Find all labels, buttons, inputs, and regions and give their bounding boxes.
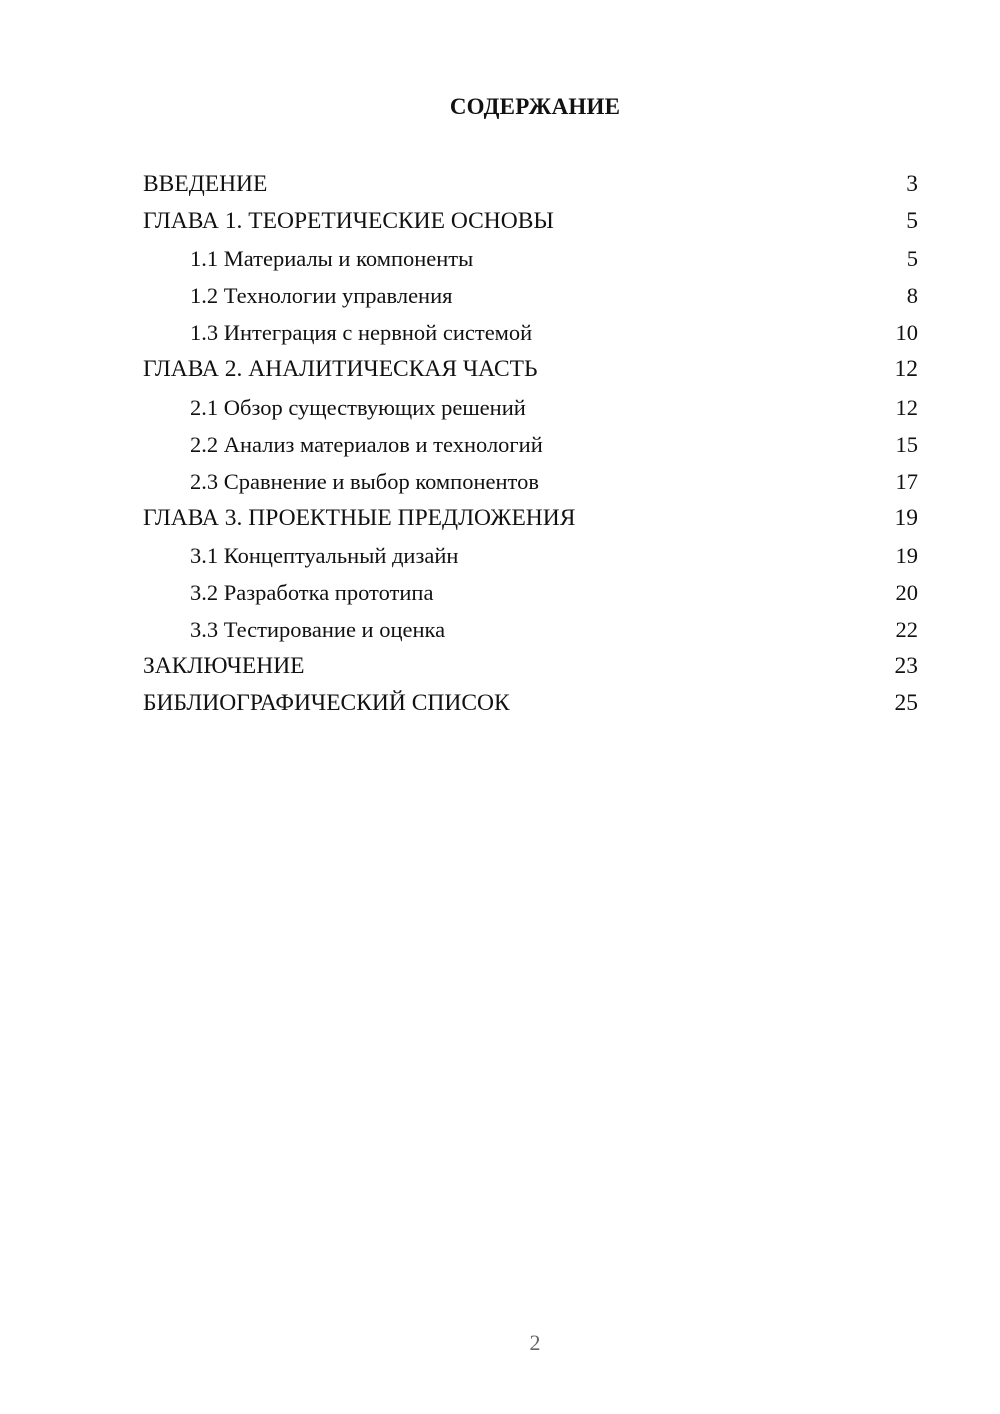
table-of-contents <box>143 166 918 722</box>
toc-entry-page: 10 <box>895 320 918 346</box>
toc-entry-page: 5 <box>906 246 918 272</box>
toc-entry-section-2-3[interactable] <box>143 463 918 500</box>
toc-entry-conclusion[interactable] <box>143 648 918 685</box>
toc-entry-label: 3.1 Концептуальный дизайн <box>190 542 459 568</box>
toc-entry-label: 3.2 Разработка прототипа <box>190 580 434 606</box>
toc-entry-label: 3.3 Тестирование и оценка <box>190 617 446 643</box>
toc-entry-page: 15 <box>895 431 918 457</box>
toc-entry-chapter-1[interactable] <box>143 203 918 240</box>
toc-entry-page: 17 <box>895 468 918 494</box>
toc-entry-label: 2.1 Обзор существующих решений <box>190 394 526 420</box>
toc-entry-page: 23 <box>894 653 918 680</box>
toc-entry-page: 8 <box>906 283 918 309</box>
toc-entry-section-3-2[interactable] <box>143 574 918 611</box>
toc-entry-page: 25 <box>894 690 918 717</box>
toc-entry-page: 5 <box>906 208 918 235</box>
toc-entry-label: 1.1 Материалы и компоненты <box>190 246 474 272</box>
toc-entry-section-2-1[interactable] <box>143 389 918 426</box>
toc-entry-label: 2.2 Анализ материалов и технологий <box>190 431 543 457</box>
toc-entry-page: 22 <box>895 617 918 643</box>
toc-entry-section-1-3[interactable] <box>143 314 918 351</box>
toc-entry-label: ГЛАВА 1. ТЕОРЕТИЧЕСКИЕ ОСНОВЫ <box>143 208 554 235</box>
toc-entry-label: 1.2 Технологии управления <box>190 283 453 309</box>
toc-entry-label: ГЛАВА 3. ПРОЕКТНЫЕ ПРЕДЛОЖЕНИЯ <box>143 504 576 531</box>
toc-entry-chapter-3[interactable] <box>143 500 918 537</box>
toc-entry-page: 20 <box>895 580 918 606</box>
toc-entry-section-3-3[interactable] <box>143 611 918 648</box>
toc-entry-label: БИБЛИОГРАФИЧЕСКИЙ СПИСОК <box>143 690 510 717</box>
toc-entry-page: 12 <box>895 394 918 420</box>
toc-entry-section-3-1[interactable] <box>143 537 918 574</box>
toc-entry-label: ЗАКЛЮЧЕНИЕ <box>143 653 305 680</box>
toc-entry-label: 2.3 Сравнение и выбор компонентов <box>190 468 539 494</box>
toc-entry-section-1-2[interactable] <box>143 277 918 314</box>
toc-entry-page: 19 <box>894 504 918 531</box>
toc-entry-page: 3 <box>906 171 918 197</box>
toc-entry-section-2-2[interactable] <box>143 426 918 463</box>
toc-entry-introduction[interactable] <box>143 166 918 203</box>
toc-entry-label: 1.3 Интеграция с нервной системой <box>190 320 533 346</box>
toc-entry-label: ГЛАВА 2. АНАЛИТИЧЕСКАЯ ЧАСТЬ <box>143 356 538 383</box>
toc-entry-page: 12 <box>894 356 918 383</box>
toc-entry-bibliography[interactable] <box>143 685 918 722</box>
toc-entry-chapter-2[interactable] <box>143 351 918 388</box>
toc-entry-page: 19 <box>895 542 918 568</box>
page-title: СОДЕРЖАНИЕ <box>449 94 621 119</box>
toc-entry-label: ВВЕДЕНИЕ <box>143 171 268 197</box>
page-number: 2 <box>529 1330 541 1355</box>
toc-entry-section-1-1[interactable] <box>143 240 918 277</box>
